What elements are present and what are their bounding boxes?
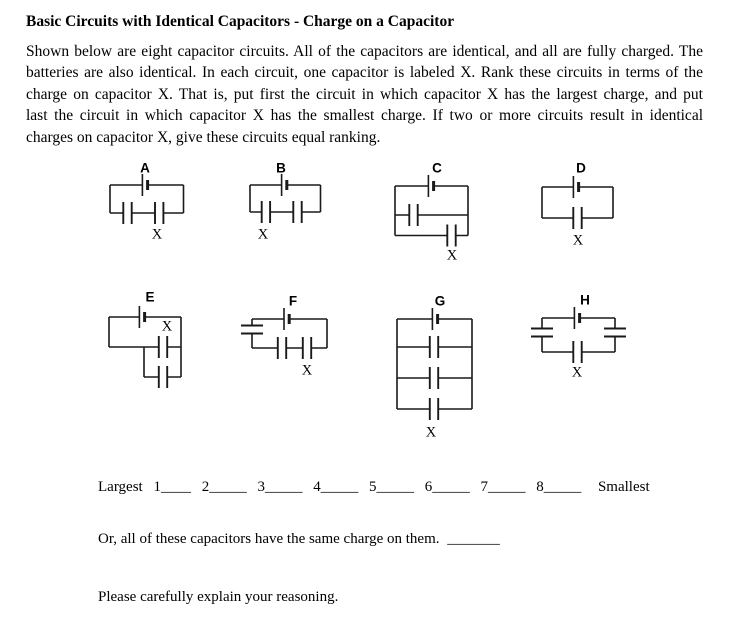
- intro-line: charges on capacitor X, give these circuits equal ranking.: [26, 128, 381, 146]
- worksheet-title: Basic Circuits with Identical Capacitors - Charge on a Capacitor: [26, 13, 455, 30]
- wire-path: [397, 319, 472, 409]
- wire-path: [542, 318, 615, 352]
- intro-line: Shown below are eight capacitor circuits. All of the capacitors are identical, and all are fully charged. The: [26, 43, 703, 60]
- intro-line: charge on capacitor X. That is, put first the circuit in which capacitor X has the largest charge, and put: [26, 85, 703, 103]
- capacitor-plates: [531, 329, 553, 337]
- circuit-b-diagram: [250, 174, 321, 223]
- capacitor-plates: [430, 367, 438, 389]
- battery-icon: [574, 307, 579, 329]
- circuit-a-label: A: [140, 160, 150, 176]
- battery-icon: [428, 175, 433, 197]
- capacitor-x-icon: [573, 207, 581, 229]
- capacitor-icon: [159, 366, 167, 388]
- wire-path: [250, 185, 321, 212]
- capacitor-plates: [262, 201, 270, 223]
- same-charge-line: [98, 531, 500, 548]
- battery-icon: [142, 174, 147, 196]
- capacitor-plates: [303, 337, 311, 359]
- capacitor-plates: [409, 204, 417, 226]
- ranking-blank-6: 6_____: [424, 479, 470, 495]
- circuit-b-label: B: [276, 160, 286, 176]
- battery-icon: [139, 306, 144, 328]
- circuit-g-diagram: [397, 308, 472, 420]
- capacitor-plates: [447, 225, 455, 247]
- ranking-blank-4: 4_____: [313, 479, 359, 495]
- circuit-d-label: D: [576, 160, 586, 176]
- capacitor-x-icon: [573, 341, 581, 363]
- intro-line: batteries are also identical. In each circuit, one capacitor is labeled X. Rank these circuits in terms of the: [26, 64, 703, 82]
- explain-line: Please carefully explain your reasoning.: [98, 589, 339, 605]
- capacitor-icon: [531, 329, 553, 337]
- circuit-h-x-label: X: [571, 364, 583, 381]
- intro-line: last the circuit in which capacitor X has the smallest charge. If two or more circuits result in identical: [26, 107, 703, 125]
- capacitor-icon: [123, 202, 131, 224]
- ranking-blank-5: 5_____: [368, 479, 414, 495]
- same-charge-blank: _______: [447, 531, 500, 547]
- capacitor-plates: [278, 337, 286, 359]
- ranking-blank-2: 2_____: [201, 479, 247, 495]
- capacitor-icon: [430, 336, 438, 358]
- capacitor-x-icon: [447, 225, 455, 247]
- circuit-a-diagram: [110, 174, 184, 224]
- capacitor-x-icon: [303, 337, 311, 359]
- circuit-e-label: E: [145, 289, 155, 305]
- wire-path: [395, 186, 468, 236]
- circuit-a-x-label: X: [151, 226, 163, 243]
- same-charge-text: Or, all of these capacitors have the same charge on them.: [98, 531, 440, 547]
- capacitor-icon: [604, 329, 626, 337]
- circuit-f-diagram: [241, 308, 327, 359]
- ranking-prefix: Largest: [98, 479, 143, 495]
- capacitor-plates: [123, 202, 131, 224]
- capacitor-x-icon: [159, 336, 167, 358]
- capacitor-plates: [573, 207, 581, 229]
- battery-icon: [573, 176, 578, 198]
- capacitor-plates: [604, 329, 626, 337]
- circuit-c-diagram: [395, 175, 468, 247]
- capacitor-plates: [430, 336, 438, 358]
- ranking-blank-7: 7_____: [480, 479, 526, 495]
- circuit-g-label: G: [434, 293, 446, 309]
- capacitor-plates: [293, 201, 301, 223]
- circuit-f-x-label: X: [301, 362, 313, 379]
- capacitor-plates: [159, 366, 167, 388]
- capacitor-x-icon: [155, 202, 163, 224]
- capacitor-plates: [241, 326, 263, 334]
- circuit-h-diagram: [531, 307, 626, 363]
- capacitor-x-icon: [430, 398, 438, 420]
- battery-icon: [432, 308, 437, 330]
- ranking-suffix: Smallest: [597, 479, 650, 495]
- capacitor-plates: [159, 336, 167, 358]
- capacitor-x-icon: [262, 201, 270, 223]
- circuit-h-label: H: [580, 292, 590, 308]
- capacitor-icon: [241, 326, 263, 334]
- capacitor-icon: [430, 367, 438, 389]
- circuit-d-x-label: X: [572, 232, 584, 249]
- ranking-line: [98, 479, 650, 496]
- ranking-blank-3: 3_____: [257, 479, 303, 495]
- circuit-e-x-label: X: [161, 318, 173, 335]
- capacitor-plates: [155, 202, 163, 224]
- circuit-c-x-label: X: [446, 247, 458, 264]
- capacitor-icon: [278, 337, 286, 359]
- circuit-f-label: F: [288, 293, 298, 309]
- ranking-blank-1: 1____: [153, 479, 191, 495]
- capacitor-icon: [409, 204, 417, 226]
- battery-icon: [282, 174, 287, 196]
- ranking-blank-8: 8_____: [536, 479, 582, 495]
- battery-icon: [284, 308, 289, 330]
- circuit-g-x-label: X: [425, 424, 437, 441]
- circuit-b-x-label: X: [257, 226, 269, 243]
- capacitor-icon: [293, 201, 301, 223]
- capacitor-plates: [573, 341, 581, 363]
- capacitor-plates: [430, 398, 438, 420]
- circuit-d-diagram: [542, 176, 613, 229]
- circuit-c-label: C: [432, 160, 442, 176]
